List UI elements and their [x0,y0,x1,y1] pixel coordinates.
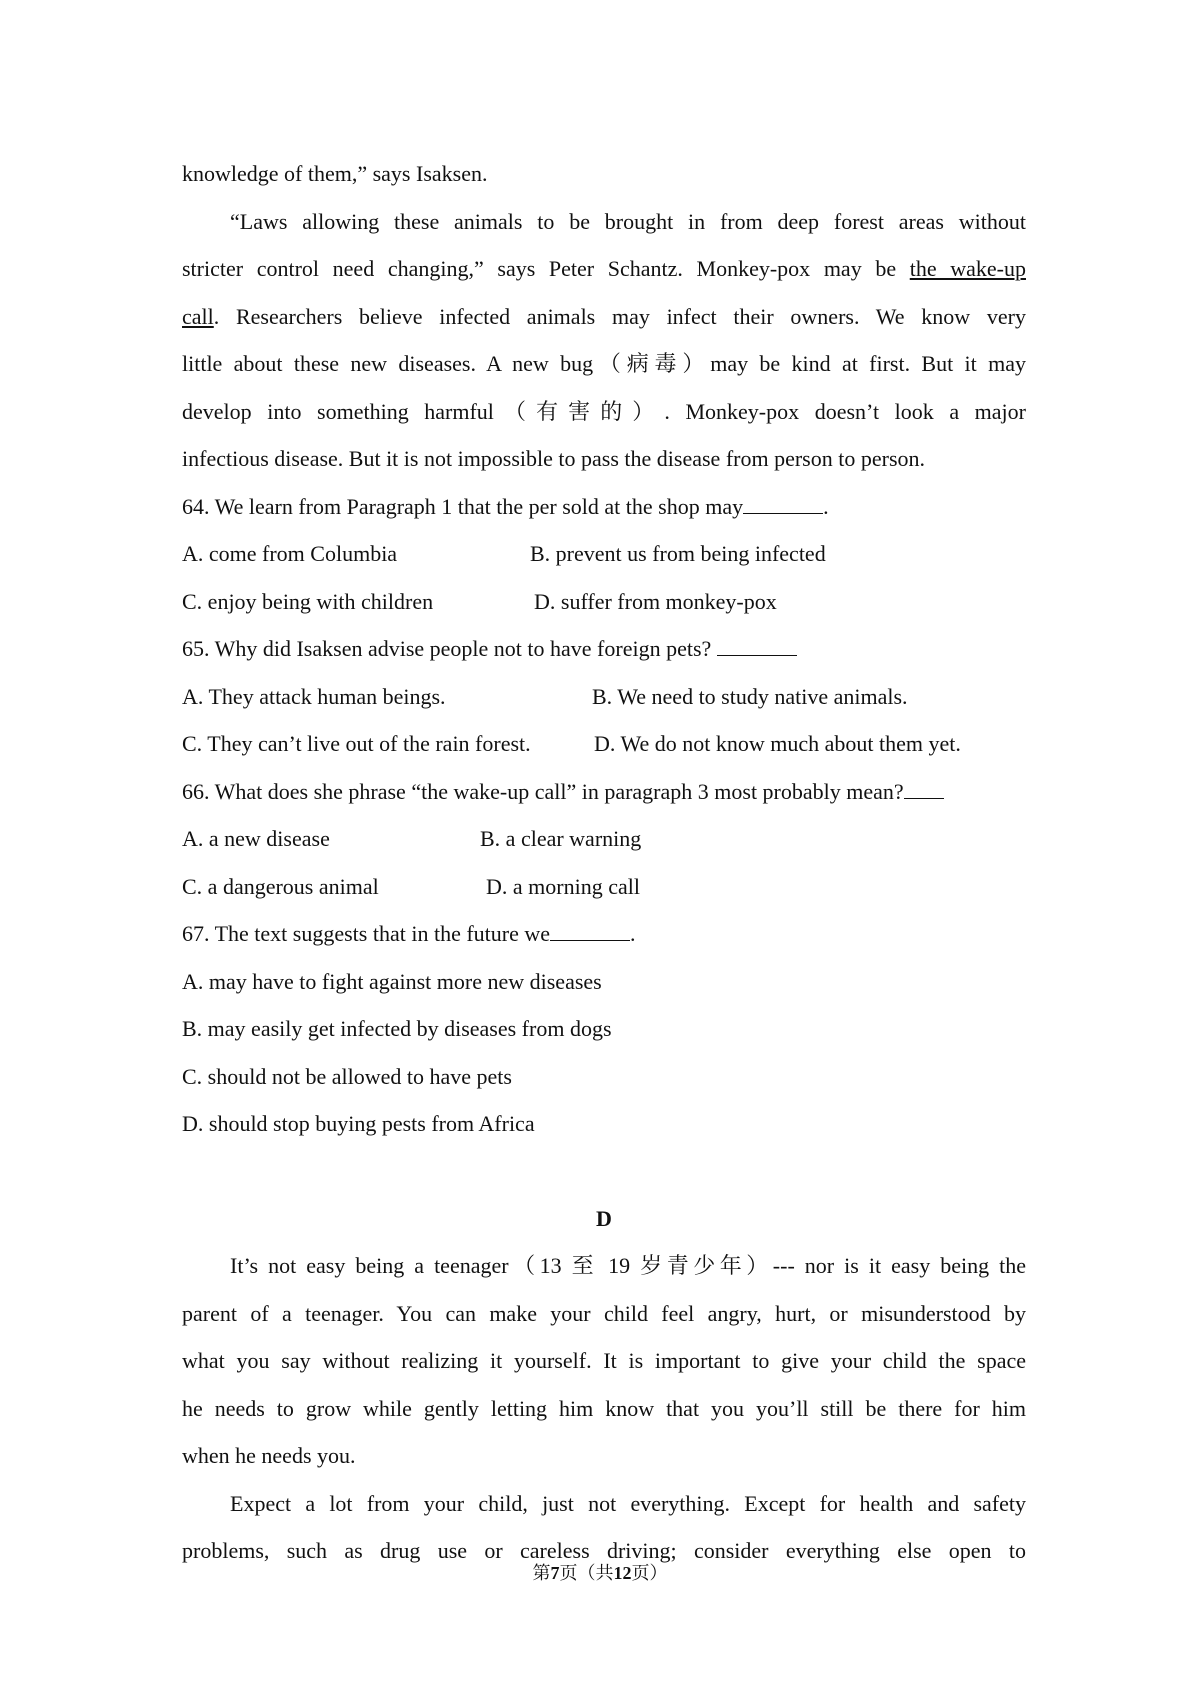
option-d[interactable]: D. suffer from monkey-pox [534,588,777,614]
passage-line: stricter control need changing,” says Peter Schantz. Monkey-pox may be the wake-up [182,256,1026,281]
passage-line: It’s not easy being a teenager（13 至 19 岁青少年）--- nor is it easy being the [230,1253,1026,1278]
passage-line: Expect a lot from your child, just not everything. Except for health and safety [230,1490,1026,1516]
passage-line: what you say without realizing it yourself. It is important to give your child the space [182,1348,1026,1373]
option-row [182,530,1026,578]
page-number: 7 [550,1563,560,1583]
question-stem: 66. What does she phrase “the wake-up call” in paragraph 3 most probably mean? [182,768,1026,816]
answer-blank[interactable] [717,625,797,656]
option-b[interactable]: B. may easily get infected by diseases from dogs [182,1016,612,1041]
option-b[interactable]: B. We need to study native animals. [592,683,908,709]
passage-line: develop into something harmful（有害的）. Monkey-pox doesn’t look a major [182,398,1026,424]
passage-line: knowledge of them,” says Isaksen. [182,161,488,186]
option-a[interactable]: A. They attack human beings. [182,683,446,709]
underlined-phrase: call [182,303,214,329]
option-a[interactable]: A. a new disease [182,826,330,851]
option-row [182,578,1026,626]
option-a[interactable]: A. may have to fight against more new diseases [182,968,602,994]
option-b[interactable]: B. a clear warning [480,826,642,851]
answer-blank[interactable] [743,483,823,514]
answer-blank[interactable] [550,910,630,941]
option-c[interactable]: C. enjoy being with children [182,588,434,614]
question-stem: 67. The text suggests that in the future we . [182,910,1026,958]
option-d[interactable]: D. a morning call [486,873,640,899]
passage-line: “Laws allowing these animals to be brought in from deep forest areas without [230,208,1026,234]
option-c[interactable]: C. They can’t live out of the rain forest. [182,731,531,756]
passage-line: parent of a teenager. You can make your child feel angry, hurt, or misunderstood by [182,1300,1026,1326]
option-a[interactable]: A. come from Columbia [182,541,398,566]
passage-line: when he needs you. [182,1443,356,1468]
passage-line: call. Researchers believe infected animals may infect their owners. We know very [182,303,1026,329]
page-total: 12 [613,1563,632,1583]
passage-line: problems, such as drug use or careless driving; consider everything else open to [182,1538,1026,1563]
passage-line: infectious disease. But it is not impossible to pass the disease from person to person. [182,446,926,471]
passage-line: he needs to grow while gently letting him know that you you’ll still be there for him [182,1395,1026,1421]
option-c[interactable]: C. a dangerous animal [182,873,379,899]
page-footer: 第7页（共12页） [532,1563,668,1583]
answer-blank[interactable] [904,768,944,799]
option-row [182,863,1026,911]
underlined-phrase: the wake-up [909,256,1026,281]
option-b[interactable]: B. prevent us from being infected [530,541,826,566]
spacer [182,1148,1026,1195]
option-d[interactable]: D. We do not know much about them yet. [594,731,961,756]
page-content [182,150,1026,1575]
passage-line: little about these new diseases. A new bug（病毒）may be kind at first. But it may [182,351,1026,376]
section-title: D [596,1205,612,1231]
option-row [182,673,1026,721]
option-row [182,815,1026,863]
option-d[interactable]: D. should stop buying pests from Africa [182,1111,535,1136]
option-c[interactable]: C. should not be allowed to have pets [182,1063,512,1089]
question-stem: 64. We learn from Paragraph 1 that the per sold at the shop may . [182,483,1026,531]
question-stem: 65. Why did Isaksen advise people not to have foreign pets? [182,625,1026,673]
option-row [182,720,1026,768]
